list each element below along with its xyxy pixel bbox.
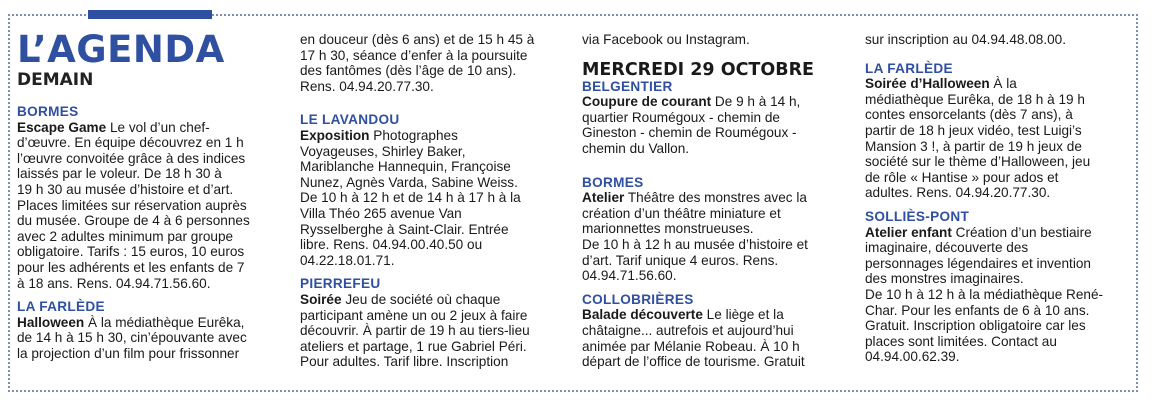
text-line: Nunez, Agnès Varda, Sabine Weiss. — [300, 174, 518, 190]
agenda-entry — [582, 175, 848, 284]
text-line: imaginaire, découverte des — [865, 240, 1029, 256]
text-line: quartier Roumégoux - chemin de — [582, 109, 780, 125]
text-line: d’œuvre. En équipe découvrez en 1 h — [17, 135, 244, 151]
text-line: à 18 ans. Rens. 04.94.71.56.60. — [17, 275, 211, 291]
text-line: des monstres imaginaires. — [865, 271, 1024, 287]
town-heading: SOLLIÈS-PONT — [865, 208, 970, 224]
continued-text — [300, 32, 564, 94]
text-line: obligatoire. Tarifs : 15 euros, 10 euros — [17, 244, 245, 260]
continued-text — [582, 32, 848, 48]
entry-text — [300, 128, 564, 268]
text-line: Gratuit. Inscription obligatoire car les — [865, 318, 1086, 334]
text-line: société sur le thème d’Halloween, jeu — [865, 154, 1091, 170]
text-line: via Facebook ou Instagram. — [582, 32, 750, 47]
text-line: Places limitées sur réservation auprès — [17, 197, 247, 213]
text-line: Balade découverte Le liège et la — [582, 307, 784, 323]
text-line: des fantômes (dès l’âge de 10 ans). — [300, 63, 517, 79]
text-line: De 10 h à 12 h à la médiathèque René- — [865, 286, 1104, 302]
text-line: Char. Pour les enfants de 6 à 10 ans. — [865, 302, 1090, 318]
entry-text — [582, 190, 848, 284]
text-line: la projection d’un film pour frissonner — [17, 345, 240, 361]
entry-text — [582, 94, 848, 156]
town-heading: COLLOBRIÈRES — [582, 291, 694, 307]
text-line: 19 h 30 au musée d’histoire et d’art. — [17, 181, 234, 197]
text-line: contes ensorcelants (dès 7 ans), à — [865, 107, 1073, 123]
event-title: Coupure de courant — [582, 94, 712, 110]
page-subtitle: DEMAIN — [17, 70, 94, 90]
town-heading: PIERREFEU — [300, 276, 381, 292]
event-title: Exposition — [300, 127, 370, 143]
town-heading: LA FARLÈDE — [17, 299, 105, 315]
agenda-entry — [582, 292, 848, 370]
text-line: Exposition Photographes — [300, 127, 458, 143]
text-line: Rysselberghe à Saint-Clair. Entrée — [300, 221, 509, 237]
text-line: découvrir. À partir de 19 h au tiers-lieu — [300, 323, 530, 339]
text-line: partir de 18 h jeux vidéo, test Luigi’s — [865, 122, 1082, 138]
text-line: Gineston - chemin de Roumégoux - — [582, 125, 797, 141]
text-line: Soirée Jeu de société où chaque — [300, 291, 501, 307]
text-line: Mariblanche Hannequin, Françoise — [300, 159, 511, 175]
text-line: châtaigne... autrefois et aujourd’hui — [582, 322, 794, 338]
text-line: médiathèque Eurêka, de 18 h à 19 h — [865, 91, 1085, 107]
text-line: Voyageuses, Shirley Baker, — [300, 143, 466, 159]
text-line: animée par Mélanie Robeau. À 10 h — [582, 338, 800, 354]
text-line: Atelier Théâtre des monstres avec la — [582, 190, 807, 206]
text-line: pour les adhérents et les enfants de 7 — [17, 259, 245, 275]
event-title: Soirée d’Halloween — [865, 76, 990, 92]
text-line: 04.94.71.56.60. — [582, 268, 677, 284]
text-line: départ de l’office de tourisme. Gratuit — [582, 354, 805, 370]
entry-text — [300, 292, 564, 370]
text-line: Escape Game Le vol d’un chef- — [17, 119, 210, 135]
text-line: Mansion 3 !, à partir de 19 h jeux de — [865, 138, 1082, 154]
page-title: L’AGENDA — [17, 28, 225, 71]
agenda-entry — [865, 61, 1131, 201]
column-2 — [300, 32, 564, 378]
text-line: ateliers et partage, 1 rue Gabriel Péri. — [300, 338, 527, 354]
text-line: Pour adultes. Tarif libre. Inscription — [300, 354, 509, 370]
text-line: avec 2 adultes minimum par groupe — [17, 228, 234, 244]
column-3 — [582, 32, 848, 378]
column-1 — [17, 30, 283, 370]
entry-text — [17, 315, 283, 362]
text-line: 04.22.18.01.71. — [300, 252, 395, 268]
text-line: adultes. Rens. 04.94.20.77.30. — [865, 185, 1051, 201]
event-title: Atelier enfant — [865, 224, 952, 240]
text-line: De 10 h à 12 h et de 14 h à 17 h à la — [300, 190, 521, 206]
agenda-entry — [865, 209, 1131, 365]
entry-text — [865, 225, 1131, 365]
continued-text — [865, 32, 1131, 48]
town-heading: BORMES — [17, 104, 79, 119]
text-line: sur inscription au 04.94.48.08.00. — [865, 32, 1067, 47]
column-4 — [865, 32, 1131, 373]
text-line: d’art. Tarif unique 4 euros. Rens. — [582, 252, 779, 268]
agenda-entry — [300, 276, 564, 370]
text-line: Atelier enfant Création d’un bestiaire — [865, 224, 1092, 240]
text-line: chemin du Vallon. — [582, 140, 690, 156]
text-line: du musée. Groupe de 4 à 6 personnes — [17, 213, 250, 229]
text-line: en douceur (dès 6 ans) et de 15 h 45 à — [300, 32, 535, 47]
date-heading: MERCREDI 29 OCTOBRE — [582, 59, 814, 80]
town-heading: LE LAVANDOU — [300, 112, 400, 128]
text-line: Villa Théo 265 avenue Van — [300, 205, 462, 221]
town-heading: BELGENTIER — [582, 78, 673, 94]
town-heading: BORMES — [582, 174, 644, 190]
text-line: l’œuvre convoitée grâce à des indices — [17, 150, 246, 166]
text-line: Halloween À la médiathèque Eurêka, — [17, 314, 245, 330]
text-line: création d’un théâtre miniature et — [582, 205, 781, 221]
entry-text — [582, 307, 848, 369]
text-line: Coupure de courant De 9 h à 14 h, — [582, 94, 801, 110]
text-line: De 10 h à 12 h au musée d’histoire et — [582, 236, 808, 252]
agenda-entry — [17, 104, 283, 291]
text-line: participant amène un ou 2 jeux à faire — [300, 307, 528, 323]
text-line: de rôle « Hantise » pour ados et — [865, 169, 1059, 185]
event-title: Soirée — [300, 291, 342, 307]
text-line: 04.94.00.62.39. — [865, 349, 960, 365]
text-line: Soirée d’Halloween À la — [865, 76, 1017, 92]
entry-text — [17, 120, 283, 292]
text-line: Rens. 04.94.20.77.30. — [300, 78, 434, 94]
event-title: Balade découverte — [582, 307, 703, 323]
event-title: Halloween — [17, 314, 85, 330]
text-line: marionnettes monstrueuses. — [582, 221, 754, 237]
text-line: places sont limitées. Contact au — [865, 333, 1057, 349]
text-line: laissés par le voleur. De 18 h 30 à — [17, 166, 222, 182]
event-title: Escape Game — [17, 119, 107, 135]
agenda-entry — [17, 299, 283, 361]
event-title: Atelier — [582, 190, 625, 206]
header-accent-bar — [88, 10, 212, 19]
text-line: personnages légendaires et invention — [865, 255, 1091, 271]
agenda-entry — [582, 79, 848, 157]
town-heading: LA FARLÈDE — [865, 60, 953, 76]
agenda-entry — [300, 112, 564, 268]
text-line: libre. Rens. 04.94.00.40.50 ou — [300, 237, 483, 253]
entry-text — [865, 76, 1131, 201]
text-line: 17 h 30, séance d’enfer à la poursuite — [300, 47, 528, 63]
text-line: de 14 h à 15 h 30, cin’épouvante avec — [17, 330, 247, 346]
